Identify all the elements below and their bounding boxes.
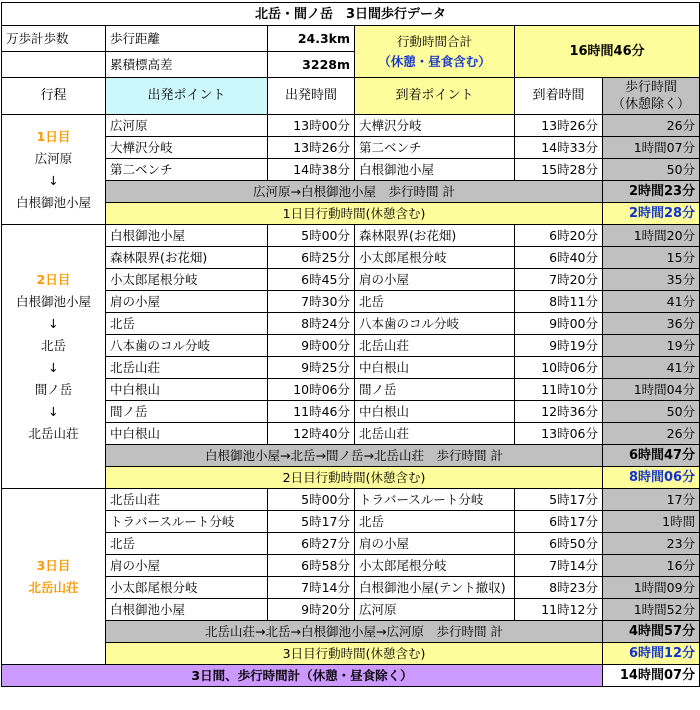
arrive-point: 八本歯のコル分岐 (355, 313, 515, 335)
arrive-point: 間ノ岳 (355, 379, 515, 401)
day-walk-total-row (2, 445, 700, 467)
depart-time: 9時25分 (268, 357, 355, 379)
table-row (2, 313, 700, 335)
route-line: ↓ (48, 172, 59, 188)
walk-time: 1時間04分 (603, 379, 700, 401)
depart-point: 肩の小屋 (106, 555, 268, 577)
header-arrive-time: 到着時間 (515, 78, 603, 115)
arrive-time: 8時23分 (515, 577, 603, 599)
arrive-time: 9時19分 (515, 335, 603, 357)
action-time-label-line2: （休憩・昼食含む） (378, 53, 491, 69)
walk-time: 26分 (603, 423, 700, 445)
day-walk-total-label: 白根御池小屋→北岳→間ノ岳→北岳山荘 歩行時間 計 (106, 445, 603, 467)
depart-point: トラバースルート分岐 (106, 511, 268, 533)
walk-time: 41分 (603, 357, 700, 379)
arrive-time: 5時17分 (515, 489, 603, 511)
day-action-total-row (2, 643, 700, 665)
depart-point: 白根御池小屋 (106, 599, 268, 621)
depart-point: 白根御池小屋 (106, 225, 268, 247)
arrive-time: 11時10分 (515, 379, 603, 401)
walk-time: 26分 (603, 115, 700, 137)
table-row (2, 137, 700, 159)
route-line: 白根御池小屋 (15, 293, 91, 309)
day-walk-total-row (2, 621, 700, 643)
depart-point: 小太郎尾根分岐 (106, 577, 268, 599)
depart-time: 7時14分 (268, 577, 355, 599)
day-walk-total-value: 2時間23分 (603, 181, 700, 203)
depart-time: 13時00分 (268, 115, 355, 137)
day-walk-total-value: 4時間57分 (603, 621, 700, 643)
table-row (2, 401, 700, 423)
arrive-time: 6時17分 (515, 511, 603, 533)
arrive-point: 小太郎尾根分岐 (355, 247, 515, 269)
depart-time: 5時00分 (268, 225, 355, 247)
depart-point: 第二ベンチ (106, 159, 268, 181)
arrive-time: 9時00分 (515, 313, 603, 335)
arrive-time: 10時06分 (515, 357, 603, 379)
depart-point: 北岳山荘 (106, 489, 268, 511)
route-line: 広河原 (34, 150, 73, 166)
table-row (2, 247, 700, 269)
arrive-point: 北岳 (355, 291, 515, 313)
depart-time: 6時27分 (268, 533, 355, 555)
walk-time: 1時間07分 (603, 137, 700, 159)
depart-time: 7時30分 (268, 291, 355, 313)
distance-label: 歩行距離 (106, 26, 268, 52)
depart-point: 中白根山 (106, 379, 268, 401)
distance-value: 24.3km (268, 26, 355, 52)
pedometer-label: 万歩計歩数 (2, 26, 106, 52)
depart-point: 北岳 (106, 533, 268, 555)
day-action-total-label: 2日目行動時間(休憩含む) (106, 467, 603, 489)
day-2-label-cell (2, 225, 106, 489)
route-line: 白根御池小屋 (15, 194, 91, 210)
walk-time: 15分 (603, 247, 700, 269)
depart-time: 8時24分 (268, 313, 355, 335)
route-line: ↓ (48, 315, 59, 331)
depart-time: 12時40分 (268, 423, 355, 445)
depart-point: 広河原 (106, 115, 268, 137)
arrive-time: 13時26分 (515, 115, 603, 137)
day-action-total-row (2, 203, 700, 225)
day-action-total-row (2, 467, 700, 489)
walk-time: 41分 (603, 291, 700, 313)
arrive-point: 北岳山荘 (355, 423, 515, 445)
depart-time: 5時17分 (268, 511, 355, 533)
arrive-time: 6時50分 (515, 533, 603, 555)
walk-time: 23分 (603, 533, 700, 555)
page-title: 北岳・間ノ岳 3日間歩行データ (2, 3, 700, 26)
arrive-time: 6時20分 (515, 225, 603, 247)
depart-time: 9時00分 (268, 335, 355, 357)
day-walk-total-label: 広河原→白根御池小屋 歩行時間 計 (106, 181, 603, 203)
table-row (2, 225, 700, 247)
depart-point: 大樺沢分岐 (106, 137, 268, 159)
walk-time: 1時間52分 (603, 599, 700, 621)
arrive-time: 7時20分 (515, 269, 603, 291)
arrive-point: 肩の小屋 (355, 533, 515, 555)
table-row (2, 555, 700, 577)
walk-time: 16分 (603, 555, 700, 577)
day-3-label-cell (2, 489, 106, 665)
walk-time: 36分 (603, 313, 700, 335)
grand-total-label: 3日間、歩行時間計（休憩・昼食除く） (2, 665, 603, 687)
arrive-point: 北岳山荘 (355, 335, 515, 357)
table-row (2, 335, 700, 357)
day-walk-total-row (2, 181, 700, 203)
depart-time: 13時26分 (268, 137, 355, 159)
arrive-point: 大樺沢分岐 (355, 115, 515, 137)
table-row (2, 423, 700, 445)
arrive-point: トラバースルート分岐 (355, 489, 515, 511)
depart-point: 間ノ岳 (106, 401, 268, 423)
walk-time: 1時間 (603, 511, 700, 533)
table-row (2, 511, 700, 533)
depart-time: 6時25分 (268, 247, 355, 269)
arrive-point: 森林限界(お花畑) (355, 225, 515, 247)
day-label: 3日目 (36, 557, 71, 573)
grand-total-row (2, 665, 700, 687)
day-walk-total-value: 6時間47分 (603, 445, 700, 467)
walk-time: 50分 (603, 159, 700, 181)
depart-point: 北岳山荘 (106, 357, 268, 379)
arrive-point: 小太郎尾根分岐 (355, 555, 515, 577)
depart-time: 6時58分 (268, 555, 355, 577)
route-line: 北岳山荘 (28, 579, 79, 595)
route-line: 北岳山荘 (28, 425, 79, 441)
arrive-point: 北岳 (355, 511, 515, 533)
route-line: ↓ (48, 359, 59, 375)
day-action-total-label: 1日目行動時間(休憩含む) (106, 203, 603, 225)
table-row (2, 599, 700, 621)
depart-point: 肩の小屋 (106, 291, 268, 313)
elevation-value: 3228m (268, 52, 355, 78)
depart-time: 10時06分 (268, 379, 355, 401)
depart-time: 11時46分 (268, 401, 355, 423)
grand-total-value: 14時間07分 (603, 665, 700, 687)
arrive-point: 中白根山 (355, 401, 515, 423)
arrive-time: 12時36分 (515, 401, 603, 423)
walk-time: 1時間20分 (603, 225, 700, 247)
walk-time: 1時間09分 (603, 577, 700, 599)
hiking-data-table (1, 2, 700, 687)
header-walk-time (603, 78, 700, 115)
depart-time: 9時20分 (268, 599, 355, 621)
day-action-total-value: 6時間12分 (603, 643, 700, 665)
arrive-point: 広河原 (355, 599, 515, 621)
day-action-total-value: 2時間28分 (603, 203, 700, 225)
arrive-time: 13時06分 (515, 423, 603, 445)
table-row (2, 269, 700, 291)
arrive-point: 肩の小屋 (355, 269, 515, 291)
action-time-label-line1: 行動時間合計 (396, 33, 472, 49)
depart-point: 小太郎尾根分岐 (106, 269, 268, 291)
arrive-point: 中白根山 (355, 357, 515, 379)
day-walk-total-label: 北岳山荘→北岳→白根御池小屋→広河原 歩行時間 計 (106, 621, 603, 643)
arrive-point: 白根御池小屋 (355, 159, 515, 181)
route-line: 北岳 (40, 337, 66, 353)
table-row (2, 379, 700, 401)
arrive-time: 15時28分 (515, 159, 603, 181)
walk-time: 50分 (603, 401, 700, 423)
day-1-label-cell (2, 115, 106, 225)
arrive-time: 11時12分 (515, 599, 603, 621)
day-label: 1日目 (36, 128, 71, 144)
day-label: 2日目 (36, 271, 71, 287)
route-line: 間ノ岳 (34, 381, 73, 397)
depart-point: 八本歯のコル分岐 (106, 335, 268, 357)
depart-time: 5時00分 (268, 489, 355, 511)
header-depart-point: 出発ポイント (106, 78, 268, 115)
header-itinerary: 行程 (2, 78, 106, 115)
header-walk-time-line1: 歩行時間 (625, 80, 678, 95)
arrive-time: 14時33分 (515, 137, 603, 159)
action-time-label (355, 26, 515, 78)
table-row (2, 577, 700, 599)
table-row (2, 357, 700, 379)
route-line: ↓ (48, 403, 59, 419)
arrive-point: 第二ベンチ (355, 137, 515, 159)
table-row (2, 115, 700, 137)
day-action-total-value: 8時間06分 (603, 467, 700, 489)
arrive-time: 7時14分 (515, 555, 603, 577)
depart-time: 6時45分 (268, 269, 355, 291)
day-action-total-label: 3日目行動時間(休憩含む) (106, 643, 603, 665)
walk-time: 17分 (603, 489, 700, 511)
depart-time: 14時38分 (268, 159, 355, 181)
walk-time: 19分 (603, 335, 700, 357)
table-row (2, 159, 700, 181)
arrive-time: 8時11分 (515, 291, 603, 313)
header-walk-time-line2: （休憩除く） (612, 97, 691, 112)
header-arrive-point: 到着ポイント (355, 78, 515, 115)
depart-point: 北岳 (106, 313, 268, 335)
depart-point: 森林限界(お花畑) (106, 247, 268, 269)
header-depart-time: 出発時間 (268, 78, 355, 115)
action-time-total: 16時間46分 (515, 26, 700, 78)
walk-time: 35分 (603, 269, 700, 291)
depart-point: 中白根山 (106, 423, 268, 445)
arrive-point: 白根御池小屋(テント撤収) (355, 577, 515, 599)
table-row (2, 291, 700, 313)
table-row (2, 489, 700, 511)
arrive-time: 6時40分 (515, 247, 603, 269)
elevation-label: 累積標高差 (106, 52, 268, 78)
table-row (2, 533, 700, 555)
pedometer-value (2, 52, 106, 78)
